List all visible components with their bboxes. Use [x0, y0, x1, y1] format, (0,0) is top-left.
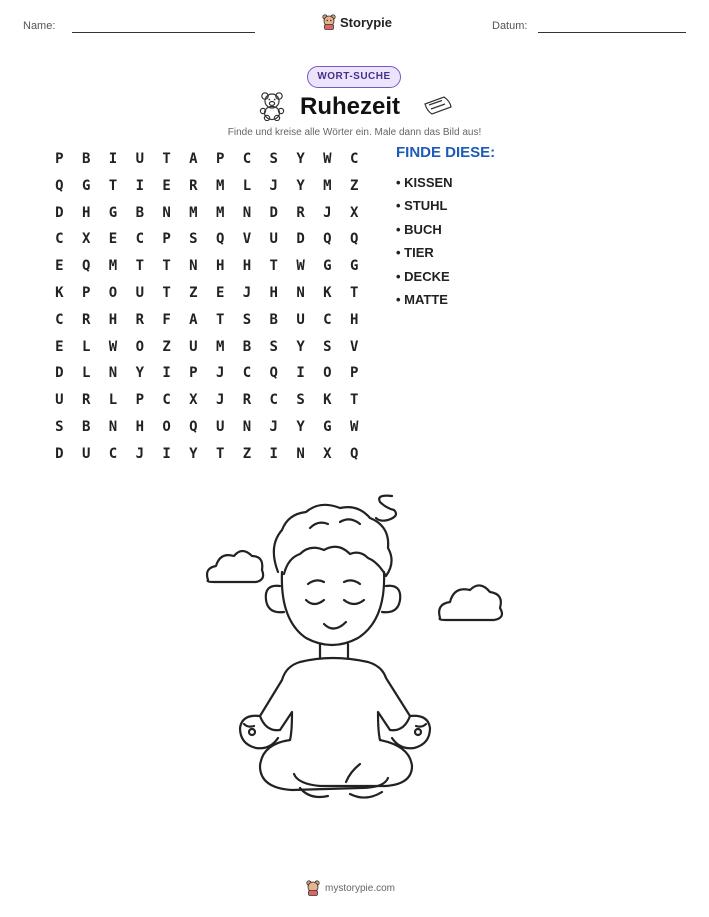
word-item: • TIER [396, 245, 434, 261]
grid-cell[interactable]: R [135, 311, 144, 328]
grid-cell[interactable]: F [162, 311, 171, 328]
grid-cell[interactable]: J [323, 204, 332, 221]
grid-cell[interactable]: T [162, 151, 171, 167]
grid-cell[interactable]: Y [296, 418, 305, 435]
grid-cell[interactable]: E [215, 284, 225, 301]
grid-cell[interactable]: U [135, 284, 144, 301]
grid-cell[interactable]: D [55, 204, 64, 221]
meditating-child-icon [200, 488, 510, 808]
grid-cell[interactable]: D [296, 231, 305, 248]
grid-cell[interactable]: T [162, 284, 171, 301]
grid-cell[interactable]: U [81, 445, 91, 462]
grid-cell[interactable]: M [108, 258, 118, 275]
instructions: Finde und kreise alle Wörter ein. Male dann das Bild aus! [227, 127, 482, 138]
grid-cell[interactable]: P [349, 365, 359, 382]
grid-cell[interactable]: H [81, 204, 91, 221]
grid-cell[interactable]: J [269, 177, 278, 194]
grid-cell[interactable]: W [349, 418, 359, 435]
grid-cell[interactable]: O [135, 338, 144, 355]
footer [306, 880, 395, 896]
name-label: Name: [23, 20, 56, 32]
grid-cell[interactable]: G [323, 418, 332, 435]
grid-cell[interactable]: V [349, 338, 359, 355]
grid-row [46, 226, 368, 253]
grid-cell[interactable]: L [81, 365, 91, 382]
grid-cell[interactable]: Q [81, 258, 91, 275]
grid-cell[interactable]: Q [269, 365, 278, 382]
grid-cell[interactable]: I [162, 365, 171, 382]
grid-cell[interactable]: W [108, 338, 118, 355]
grid-cell[interactable]: S [269, 151, 278, 167]
grid-cell[interactable]: S [242, 311, 252, 328]
grid-cell[interactable]: Z [242, 445, 252, 462]
grid-cell[interactable]: G [323, 258, 332, 275]
grid-cell[interactable]: B [242, 338, 252, 355]
grid-row [46, 280, 368, 307]
grid-cell[interactable]: C [242, 365, 252, 382]
grid-row [46, 253, 368, 280]
grid-cell[interactable]: T [215, 445, 225, 462]
grid-cell[interactable]: K [323, 284, 332, 301]
grid-cell[interactable]: G [81, 177, 91, 194]
pillow-icon [422, 95, 454, 117]
grid-cell[interactable]: N [108, 418, 118, 435]
grid-cell[interactable]: B [81, 151, 91, 167]
grid-cell[interactable]: C [242, 151, 252, 167]
grid-cell[interactable]: Q [215, 231, 225, 248]
grid-cell[interactable]: N [296, 445, 305, 462]
grid-cell[interactable]: Z [162, 338, 171, 355]
grid-cell[interactable]: M [215, 204, 225, 221]
grid-cell[interactable]: N [189, 258, 198, 275]
grid-row [46, 146, 368, 173]
grid-cell[interactable]: D [55, 445, 64, 462]
grid-cell[interactable]: J [269, 418, 278, 435]
grid-cell[interactable]: X [189, 392, 198, 409]
grid-cell[interactable]: R [189, 177, 198, 194]
grid-cell[interactable]: P [81, 284, 91, 301]
word-item: • STUHL [396, 198, 448, 214]
grid-cell[interactable]: D [269, 204, 278, 221]
page-title: Ruhezeit [300, 93, 401, 120]
grid-cell[interactable]: P [135, 392, 144, 409]
cloud-right-icon [439, 585, 502, 620]
grid-cell[interactable]: N [296, 284, 305, 301]
grid-cell[interactable]: S [296, 392, 305, 409]
grid-cell[interactable]: T [349, 284, 359, 301]
grid-cell[interactable]: U [215, 418, 225, 435]
grid-cell[interactable]: W [323, 151, 332, 167]
grid-row [46, 360, 368, 387]
grid-cell[interactable]: R [81, 311, 91, 328]
grid-cell[interactable]: A [189, 151, 198, 167]
hair [274, 505, 392, 576]
word-list [396, 171, 495, 311]
grid-cell[interactable]: L [81, 338, 91, 355]
grid-cell[interactable]: B [269, 311, 278, 328]
word-list-panel [396, 144, 495, 311]
grid-cell[interactable]: X [349, 204, 359, 221]
grid-cell[interactable]: Y [189, 445, 198, 462]
bear-logo-icon [306, 880, 320, 896]
name-line[interactable] [72, 32, 255, 33]
word-search-grid[interactable] [46, 146, 368, 468]
grid-cell[interactable]: C [55, 231, 64, 248]
grid-cell[interactable]: H [108, 311, 118, 328]
grid-cell[interactable]: P [162, 231, 171, 248]
grid-cell[interactable]: J [215, 365, 225, 382]
grid-cell[interactable]: C [135, 231, 144, 248]
grid-cell[interactable]: U [189, 338, 198, 355]
grid-cell[interactable]: H [349, 311, 359, 328]
grid-cell[interactable]: Z [189, 284, 198, 301]
grid-cell[interactable]: Q [349, 445, 359, 462]
word-item: • BUCH [396, 221, 442, 237]
grid-cell[interactable]: I [162, 445, 171, 462]
date-label: Datum: [492, 20, 528, 32]
grid-cell[interactable]: O [108, 284, 118, 301]
grid-cell[interactable]: B [81, 418, 91, 435]
grid-cell[interactable]: X [323, 445, 332, 462]
torso [300, 658, 410, 740]
grid-cell[interactable]: B [135, 204, 144, 221]
grid-row [46, 307, 368, 334]
grid-cell[interactable]: R [81, 392, 91, 409]
steam-icon [376, 496, 396, 521]
grid-cell[interactable]: C [349, 151, 359, 167]
grid-cell[interactable]: I [269, 445, 278, 462]
grid-cell[interactable]: T [269, 258, 278, 275]
grid-cell[interactable]: T [162, 258, 171, 275]
grid-cell[interactable]: V [242, 231, 252, 248]
grid-cell[interactable]: S [323, 338, 332, 355]
grid-cell[interactable]: A [189, 311, 198, 328]
grid-cell[interactable]: C [55, 311, 64, 328]
brand-name: Storypie [340, 14, 393, 30]
grid-cell[interactable]: S [269, 338, 278, 355]
grid-cell[interactable]: T [349, 392, 359, 409]
grid-cell[interactable]: T [135, 258, 144, 275]
grid-cell[interactable]: R [296, 204, 305, 221]
grid-cell[interactable]: N [242, 418, 252, 435]
grid-cell[interactable]: E [55, 258, 64, 275]
word-item: • KISSEN [396, 175, 453, 190]
grid-cell[interactable]: P [189, 365, 198, 382]
grid-cell[interactable]: U [269, 231, 278, 248]
grid-cell[interactable]: M [323, 177, 332, 194]
grid-cell[interactable]: E [162, 177, 171, 194]
grid-cell[interactable]: P [55, 151, 64, 167]
grid-cell[interactable]: R [242, 392, 252, 409]
grid-cell[interactable]: W [296, 258, 305, 275]
grid-cell[interactable]: S [189, 231, 198, 248]
grid-cell[interactable]: K [323, 392, 332, 409]
grid-cell[interactable]: I [135, 177, 144, 194]
word-item: • MATTE [396, 291, 448, 307]
grid-cell[interactable]: K [55, 284, 64, 301]
grid-cell[interactable]: C [269, 392, 278, 409]
grid-cell[interactable]: O [323, 365, 332, 382]
grid-cell[interactable]: H [215, 258, 225, 275]
grid-cell[interactable]: C [323, 311, 332, 328]
grid-cell[interactable]: Q [55, 177, 64, 194]
grid-cell[interactable]: T [215, 311, 225, 328]
grid-cell[interactable]: J [242, 284, 252, 301]
grid-cell[interactable]: E [108, 231, 118, 248]
grid-cell[interactable]: I [296, 365, 305, 382]
grid-cell[interactable]: D [55, 365, 64, 382]
teddy-bear-icon [258, 91, 286, 121]
date-line[interactable] [538, 32, 686, 33]
grid-cell[interactable]: U [135, 151, 144, 167]
grid-cell[interactable]: P [215, 151, 225, 167]
grid-cell[interactable]: S [55, 418, 64, 435]
grid-cell[interactable]: N [242, 204, 252, 221]
grid-cell[interactable]: U [296, 311, 305, 328]
grid-cell[interactable]: I [108, 151, 118, 167]
grid-cell[interactable]: M [189, 204, 198, 221]
grid-row [46, 173, 368, 200]
grid-cell[interactable]: M [215, 177, 225, 194]
grid-cell[interactable]: J [215, 392, 225, 409]
legs [260, 740, 388, 790]
grid-cell[interactable]: N [162, 204, 171, 221]
grid-cell[interactable]: H [242, 258, 252, 275]
grid-cell[interactable]: H [135, 418, 144, 435]
grid-row [46, 387, 368, 414]
grid-cell[interactable]: Y [135, 365, 144, 382]
grid-cell[interactable]: O [162, 418, 171, 435]
grid-cell[interactable]: Y [296, 177, 305, 194]
face [282, 572, 384, 645]
grid-cell[interactable]: L [242, 177, 252, 194]
grid-cell[interactable]: C [162, 392, 171, 409]
grid-cell[interactable]: T [108, 177, 118, 194]
footer-url[interactable]: mystorypie.com [325, 882, 396, 894]
title-row [0, 90, 709, 124]
grid-cell[interactable]: L [108, 392, 118, 409]
grid-cell[interactable]: J [135, 445, 144, 462]
grid-cell[interactable]: G [349, 258, 359, 275]
cloud-left-icon [207, 551, 263, 582]
grid-cell[interactable]: Z [349, 177, 359, 194]
grid-cell[interactable]: X [81, 231, 91, 248]
grid-row [46, 441, 368, 468]
grid-cell[interactable]: Y [296, 338, 305, 355]
word-item: • DECKE [396, 268, 450, 284]
grid-row [46, 334, 368, 361]
grid-cell[interactable]: E [55, 338, 64, 355]
word-list-title: FINDE DIESE: [396, 144, 496, 161]
grid-row [46, 200, 368, 227]
brand-logo [322, 14, 392, 30]
grid-cell[interactable]: C [108, 445, 118, 462]
bear-logo-icon [322, 14, 336, 30]
grid-cell[interactable]: Q [349, 231, 359, 248]
grid-row [46, 414, 368, 441]
grid-cell[interactable]: G [108, 204, 118, 221]
grid-cell[interactable]: H [269, 284, 278, 301]
grid-cell[interactable]: Q [323, 231, 332, 248]
grid-cell[interactable]: Y [296, 151, 305, 167]
category-badge: WORT-SUCHE [307, 66, 401, 88]
grid-cell[interactable]: M [215, 338, 225, 355]
grid-cell[interactable]: N [108, 365, 118, 382]
grid-cell[interactable]: U [55, 392, 64, 409]
grid-cell[interactable]: Q [189, 418, 198, 435]
